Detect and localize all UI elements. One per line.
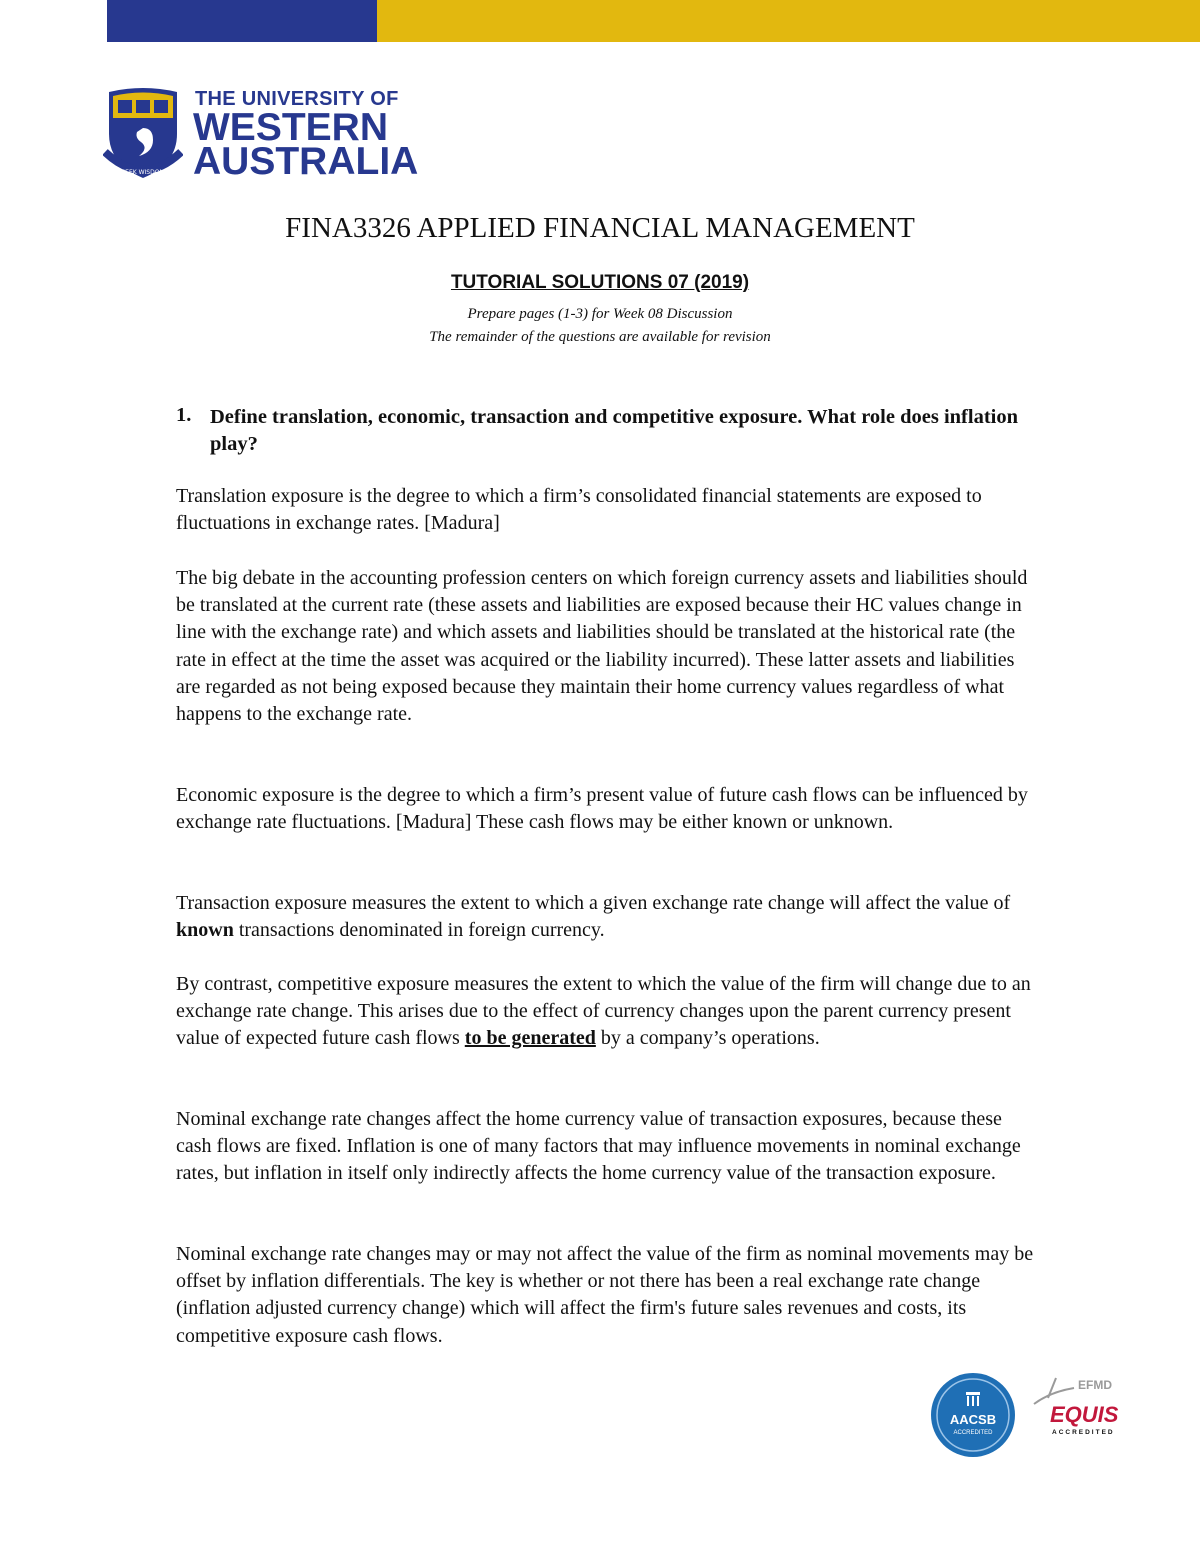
aacsb-accreditation-logo [930, 1372, 1016, 1458]
header-band-blue [107, 0, 377, 42]
paragraph-text: by a company’s operations. [595, 1027, 820, 1050]
header-band-gold [377, 0, 1200, 42]
university-logo [103, 82, 419, 183]
university-crest-icon [103, 82, 183, 180]
document-subtitle: TUTORIAL SOLUTIONS 07 (2019) [450, 272, 750, 293]
logo-line-1: THE UNIVERSITY OF [195, 88, 399, 110]
paragraph-text: transactions denominated in foreign currency. [233, 919, 605, 942]
equis-accreditation-logo [1030, 1372, 1130, 1442]
revision-note: The remainder of the questions are available for revision [429, 329, 771, 345]
efmd-label: EFMD [1078, 1378, 1112, 1392]
paragraph-text: Transaction exposure measures the extent to which a given exchange rate change will affect the value of [176, 892, 1011, 914]
emphasis-to-be-generated: to be generated [464, 1027, 596, 1050]
question-text: Define translation, economic, transaction and competitive exposure. What role does inflation play? [210, 406, 1018, 455]
question-number: 1. [176, 404, 192, 426]
document-title: FINA3326 APPLIED FINANCIAL MANAGEMENT [285, 212, 915, 244]
aacsb-accredited-label: ACCREDITED [953, 1430, 993, 1436]
paragraph-nominal-transaction: Nominal exchange rate changes affect the home currency value of transaction exposures, because these cash flows are fixed. Inflation is one of many factors that may influence movements in nominal exchange rates, but inflation in itself only indirectly affects the home currency value of the transaction exposure. [176, 1108, 1021, 1185]
paragraph-translation-exposure: Translation exposure is the degree to which a firm’s consolidated financial statements are exposed to fluctuations in exchange rates. [Madura] [176, 485, 982, 535]
logo-line-2: WESTERN [193, 106, 388, 149]
logo-line-3: AUSTRALIA [193, 140, 419, 183]
paragraph-text: By contrast, competitive exposure measures the extent to which the value of the firm will change due to an exchange rate change. This arises due to the effect of currency changes upon the parent currency present value of expected future cash flows [176, 973, 1031, 1050]
paragraph-economic-exposure: Economic exposure is the degree to which a firm’s present value of future cash flows can be influenced by exchange rate fluctuations. [Madura] These cash flows may be either known or unknown. [176, 784, 1028, 834]
paragraph-accounting-debate: The big debate in the accounting profession centers on which foreign currency assets and liabilities should be translated at the current rate (these assets and liabilities are exposed because their HC values change in line with the exchange rate) and which assets and liabilities should be translated at the historical rate (the rate in effect at the time the asset was acquired or the liability incurred). These latter assets and liabilities are regarded as not being exposed because they maintain their home currency values regardless of what happens to the exchange rate. [176, 567, 1028, 726]
svg-text:SEEK WISDOM: SEEK WISDOM [121, 169, 165, 176]
equis-accredited-label: ACCREDITED [1052, 1429, 1115, 1436]
aacsb-label: AACSB [949, 1412, 997, 1427]
paragraph-competitive-exposure [176, 971, 1036, 1053]
bold-known: known [176, 919, 234, 942]
equis-label: EQUIS [1050, 1402, 1119, 1427]
paragraph-nominal-firm-value: Nominal exchange rate changes may or may not affect the value of the firm as nominal movements may be offset by inflation differentials. The key is whether or not there has been a real exchange rate change (inflation adjusted currency change) which will affect the firm's future sales revenues and costs, its competitive exposure cash flows. [176, 1243, 1034, 1347]
paragraph-transaction-exposure [176, 890, 1036, 944]
preparation-note: Prepare pages (1-3) for Week 08 Discussion [467, 306, 733, 322]
